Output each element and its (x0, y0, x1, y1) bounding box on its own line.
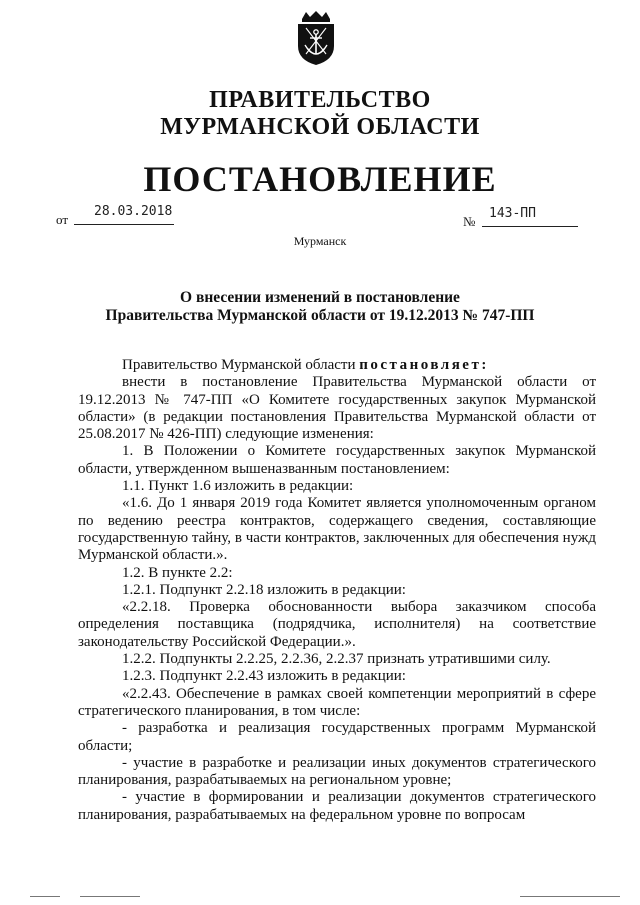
number-underline (482, 226, 578, 227)
paragraph: 1. В Положении о Комитете государственных закупок Мурманской области, утвержденном вышеназванным постановлением: (78, 443, 596, 477)
resolves-word: постановляет: (359, 357, 489, 373)
date-number-row (0, 204, 640, 230)
edge-mark (520, 896, 620, 897)
list-item: - участие в разработке и реализации иных документов стратегического планирования, разрабатываемых на региональном уровне; (78, 754, 596, 789)
paragraph: внести в постановление Правительства Мурманской области от 19.12.2013 № 747-ПП «О Комитете государственных закупок Мурманской области» (в редакции постановления Правительства Мурманской области от 25.08.2017 № 426-ПП) следующие изменения: (78, 374, 596, 443)
number-prefix: № (463, 214, 476, 229)
paragraph: «2.2.43. Обеспечение в рамках своей компетенции мероприятий в сфере стратегического планирования, в том числе: (78, 685, 596, 719)
paragraph: 1.2.1. Подпункт 2.2.18 изложить в редакции: (122, 581, 406, 598)
intro-paragraph (78, 357, 596, 374)
city-name: Мурманск (293, 234, 347, 248)
list-item: - участие в формировании и реализации документов стратегического планирования, разрабатываемых на федеральном уровне по вопросам (78, 789, 596, 823)
date-prefix: от (56, 212, 69, 227)
subject-line1: О внесении изменений в постановление (180, 289, 460, 306)
scan-edge-marks (0, 896, 640, 902)
paragraph: «1.6. До 1 января 2019 года Комитет является уполномоченным органом по ведению реестра контрактов, содержащего сведения, составляющие государственную тайну, в части контрактов, заключенных для обеспечения нужд Мурманской области.». (78, 495, 596, 564)
paragraph: 1.1. Пункт 1.6 изложить в редакции: (122, 478, 354, 495)
edge-mark (80, 896, 140, 897)
date-underline (74, 224, 174, 225)
document-number: 143-ПП (489, 206, 536, 221)
paragraph: 1.2.3. Подпункт 2.2.43 изложить в редакции: (122, 668, 406, 685)
paragraph: 1.2.2. Подпункты 2.2.25, 2.2.36, 2.2.37 признать утратившими силу. (122, 651, 551, 668)
intro-prefix: Правительство Мурманской области (122, 357, 360, 373)
murmansk-coat-of-arms-icon (294, 10, 338, 66)
paragraph: «2.2.18. Проверка обоснованности выбора заказчиком способа определения поставщика (подрядчика, исполнителя) на соответствие законодательству Российской Федерации.». (78, 599, 596, 650)
document-date: 28.03.2018 (94, 204, 173, 219)
document-type-heading: ПОСТАНОВЛЕНИЕ (143, 159, 497, 199)
subject-line2: Правительства Мурманской области от 19.12.2013 № 747-ПП (105, 307, 535, 324)
government-title-line2: МУРМАНСКОЙ ОБЛАСТИ (160, 114, 480, 140)
edge-mark (30, 896, 60, 897)
paragraph: 1.2. В пункте 2.2: (122, 564, 233, 581)
document-body (78, 357, 596, 824)
government-title-line1: ПРАВИТЕЛЬСТВО (209, 87, 431, 113)
list-item: - разработка и реализация государственных программ Мурманской области; (78, 720, 596, 754)
